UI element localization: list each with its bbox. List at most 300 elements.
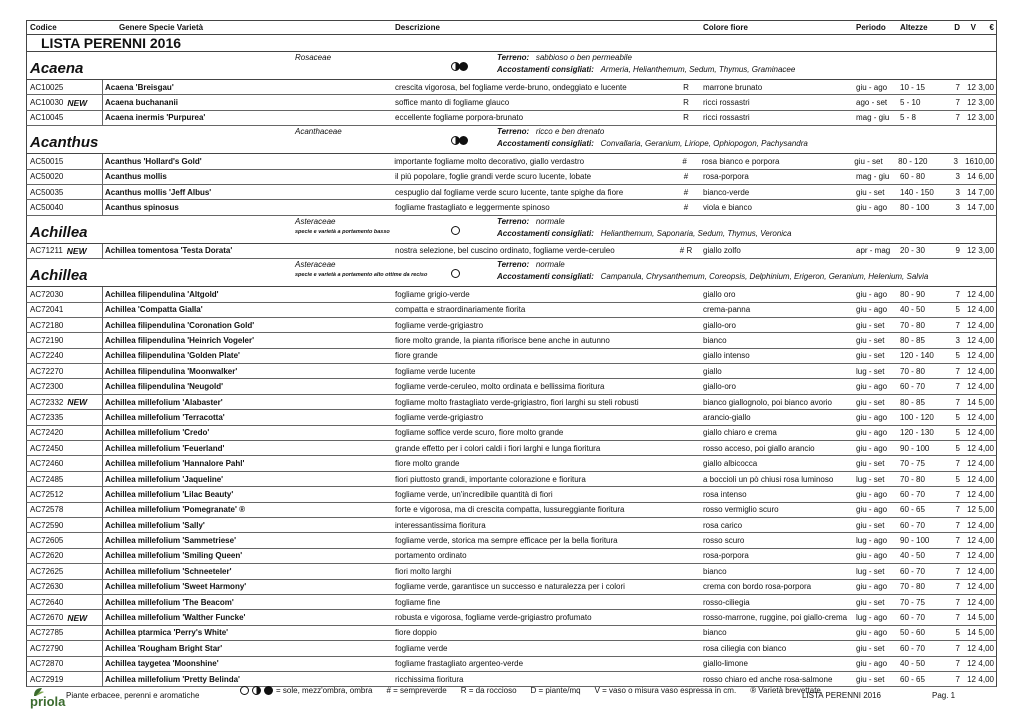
cell-height: 40 - 50: [900, 305, 925, 315]
soil-info: [497, 127, 604, 136]
cell-d: 7: [955, 320, 960, 330]
cell-v: 14: [967, 172, 976, 182]
cell-d: 7: [955, 113, 960, 123]
code-text: AC72512: [30, 489, 64, 499]
cell-desc: fiori piuttosto grandi, importante colorazione e fioritura: [395, 474, 586, 484]
cell-desc: fiori molto larghi: [395, 566, 452, 576]
cell-flag: R: [683, 98, 689, 108]
cell-desc: fogliame verde lucente: [395, 366, 476, 376]
cell-d: 5: [955, 628, 960, 638]
cell-period: mag - giu: [856, 172, 890, 182]
cell-name: Acanthus mollis 'Jeff Albus': [105, 187, 212, 197]
table-row: [26, 111, 997, 126]
cell-d: 3: [955, 335, 960, 345]
table-row: [26, 80, 997, 95]
cell-flower: rosso acceso, poi giallo arancio: [703, 443, 815, 453]
cell-flower: rosa carico: [703, 520, 743, 530]
table-row: [26, 170, 997, 185]
cell-height: 120 - 140: [900, 351, 934, 361]
soil-label: Terreno:: [497, 53, 530, 62]
cell-name: Acaena buchananii: [105, 98, 178, 108]
cell-flower: bianco: [703, 335, 727, 345]
cell-period: giu - set: [856, 351, 885, 361]
shade-icon: [459, 62, 468, 71]
header-code: Codice: [30, 23, 57, 32]
cell-period: ago - set: [856, 98, 888, 108]
pairings-value: Helianthemum, Saponaria, Sedum, Thymus, Veronica: [600, 228, 792, 238]
cell-price: 4,00: [978, 289, 994, 299]
table-row: [26, 410, 997, 425]
cell-code: [27, 456, 103, 470]
table-row: [26, 349, 997, 364]
cell-desc: fogliame verde-ceruleo, molto ordinata e bellissima fioritura: [395, 382, 605, 392]
cell-code: [27, 80, 103, 94]
cell-height: 140 - 150: [900, 187, 934, 197]
cell-name: Achillea millefolium 'Sammetriese': [105, 536, 236, 546]
header-name: Genere Specie Varietà: [119, 23, 204, 32]
cell-period: mag - giu: [856, 113, 890, 123]
table-row: [26, 657, 997, 672]
cell-v: 12: [967, 443, 976, 453]
table-row: [26, 303, 997, 318]
cell-flower: giallo zolfo: [703, 246, 741, 256]
exposure-symbols: [451, 265, 460, 283]
soil-label: Terreno:: [497, 127, 530, 137]
new-badge: NEW: [67, 97, 88, 108]
cell-code: [27, 200, 103, 214]
cell-price: 4,00: [978, 674, 994, 684]
cell-flower: rosso chiaro ed anche rosa-salmone: [703, 674, 833, 684]
cell-price: 4,00: [978, 335, 994, 345]
cell-price: 4,00: [978, 551, 994, 561]
cell-height: 70 - 80: [900, 320, 925, 330]
cell-flower: giallo chiaro e crema: [703, 428, 777, 438]
genus-header: [26, 216, 997, 244]
footer-list-name: LISTA PERENNI 2016: [802, 691, 881, 700]
cell-flag: # R: [679, 246, 693, 256]
code-text: AC50040: [30, 203, 64, 213]
cell-flower: rosa intenso: [703, 489, 747, 499]
cell-flower: crema-panna: [703, 305, 751, 315]
cell-v: 12: [967, 597, 976, 607]
genus-header: [26, 259, 997, 287]
cell-price: 5,00: [978, 505, 994, 515]
cell-height: 5 - 10: [900, 98, 921, 108]
cell-period: giu - ago: [856, 382, 888, 392]
cell-code: [27, 533, 103, 547]
cell-period: giu - ago: [856, 203, 888, 213]
code-text: AC72041: [30, 305, 64, 315]
shade-icon: [459, 136, 468, 145]
table-row: [26, 379, 997, 394]
cell-v: 12: [967, 351, 976, 361]
cell-desc: fogliame frastagliato argenteo-verde: [395, 659, 524, 669]
cell-period: lug - set: [856, 566, 885, 576]
cell-name: Achillea ptarmica 'Perry's White': [105, 628, 229, 638]
cell-price: 4,00: [978, 489, 994, 499]
cell-v: 12: [967, 113, 976, 123]
cell-height: 60 - 70: [900, 489, 925, 499]
soil-label: Terreno:: [497, 260, 530, 270]
cell-code: [27, 410, 103, 424]
table-row: [26, 533, 997, 548]
cell-price: 4,00: [978, 351, 994, 361]
cell-desc: fogliame verde, un'incredibile quantità di fiori: [395, 489, 553, 499]
cell-d: 7: [955, 643, 960, 653]
cell-name: Achillea millefolium 'Feuerland': [105, 443, 225, 453]
cell-v: 12: [967, 674, 976, 684]
cell-v: 12: [967, 246, 976, 256]
cell-name: Achillea millefolium 'Terracotta': [105, 412, 225, 422]
code-text: AC72332: [30, 397, 64, 407]
footer-legend: [240, 686, 821, 695]
cell-code: [27, 441, 103, 455]
cell-name: Achillea tomentosa 'Testa Dorata': [105, 246, 233, 256]
cell-height: 70 - 80: [900, 582, 925, 592]
cell-name: Acanthus 'Hollard's Gold': [104, 156, 202, 166]
half-shade-icon: [252, 686, 261, 695]
cell-desc: fogliame molto frastagliato verde-grigiastro, fiori larghi su steli robusti: [395, 397, 639, 407]
pairings-info: [497, 139, 808, 148]
cell-name: Achillea millefolium 'Credo': [105, 428, 210, 438]
cell-code: [27, 549, 103, 563]
code-text: AC50015: [30, 156, 64, 166]
cell-price: 6,00: [978, 172, 994, 182]
cell-name: Achillea millefolium 'Hannalore Pahl': [105, 459, 245, 469]
family-name: Asteraceae: [295, 260, 336, 270]
cell-flower: bianco: [703, 566, 727, 576]
cell-name: Achillea 'Rougham Bright Star': [105, 643, 223, 653]
code-text: AC71211: [30, 246, 63, 256]
cell-flower: rosso scuro: [703, 536, 745, 546]
footer: [0, 680, 1024, 710]
cell-height: 120 - 130: [900, 428, 934, 438]
cell-period: giu - ago: [856, 412, 888, 422]
cell-d: 7: [955, 366, 960, 376]
table-row: [26, 364, 997, 379]
cell-desc: portamento ordinato: [395, 551, 467, 561]
cell-height: 80 - 100: [900, 203, 930, 213]
cell-height: 10 - 15: [900, 82, 925, 92]
cell-desc: fogliame verde-grigiastro: [395, 412, 484, 422]
cell-desc: fiore molto grande: [395, 459, 460, 469]
cell-height: 50 - 60: [900, 628, 925, 638]
cell-code: [27, 333, 103, 347]
cell-price: 4,00: [978, 474, 994, 484]
header-desc: Descrizione: [395, 23, 440, 32]
header-eur: €: [989, 23, 994, 32]
pairings-label: Accostamenti consigliati:: [497, 65, 594, 74]
code-text: AC72270: [30, 366, 64, 376]
new-badge: NEW: [67, 397, 88, 408]
code-text: AC50020: [30, 172, 64, 182]
code-text: AC10030: [30, 98, 64, 108]
cell-v: 12: [967, 305, 976, 315]
soil-info: [497, 260, 565, 269]
cell-desc: compatta e straordinariamente fiorita: [395, 305, 526, 315]
cell-d: 7: [955, 382, 960, 392]
footer-subtitle: Piante erbacee, perenni e aromatiche: [66, 691, 200, 700]
cell-name: Acanthus spinosus: [105, 203, 179, 213]
cell-name: Acaena inermis 'Purpurea': [105, 113, 206, 123]
cell-v: 14: [967, 187, 976, 197]
cell-flag: #: [683, 187, 689, 197]
cell-code: [27, 580, 103, 594]
cell-flower: giallo-oro: [703, 320, 736, 330]
cell-flag: #: [683, 203, 689, 213]
cell-desc: fogliame verde-grigiastro: [395, 320, 484, 330]
cell-price: 3,00: [978, 113, 994, 123]
cell-period: giu - ago: [856, 489, 888, 499]
cell-height: 70 - 80: [900, 366, 925, 376]
cell-v: 14: [967, 397, 976, 407]
code-text: AC72590: [30, 520, 64, 530]
cell-price: 10,00: [973, 156, 994, 166]
cell-price: 3,00: [978, 246, 994, 256]
cell-name: Achillea taygetea 'Moonshine': [105, 659, 219, 669]
cell-code: [27, 472, 103, 486]
cell-code: [27, 395, 103, 409]
cell-period: giu - set: [856, 643, 885, 653]
cell-flower: rosso vermiglio scuro: [703, 505, 779, 515]
cell-d: 7: [955, 674, 960, 684]
cell-v: 14: [967, 628, 976, 638]
cell-period: giu - ago: [856, 305, 888, 315]
cell-price: 4,00: [978, 582, 994, 592]
code-text: AC72870: [30, 659, 64, 669]
cell-d: 7: [955, 597, 960, 607]
cell-desc: soffice manto di fogliame glauco: [395, 98, 510, 108]
cell-height: 80 - 120: [898, 156, 928, 166]
cell-d: 3: [955, 187, 960, 197]
table-row: [26, 641, 997, 656]
table-header: [26, 20, 997, 35]
cell-flower: rosa-porpora: [703, 551, 749, 561]
table-row: [26, 595, 997, 610]
cell-flag: R: [683, 113, 689, 123]
cell-v: 12: [967, 82, 976, 92]
cell-name: Achillea millefolium 'Sweet Harmony': [105, 582, 247, 592]
cell-price: 4,00: [978, 536, 994, 546]
cell-flag: #: [682, 156, 687, 166]
pairings-label: Accostamenti consigliati:: [497, 228, 594, 238]
cell-desc: fiore doppio: [395, 628, 437, 638]
shade-icon: [264, 686, 273, 695]
cell-flower: ricci rossastri: [703, 98, 750, 108]
cell-flower: ricci rossastri: [703, 113, 750, 123]
cell-flower: viola e bianco: [703, 203, 752, 213]
cell-price: 4,00: [978, 320, 994, 330]
cell-name: Achillea filipendulina 'Neugold': [105, 382, 224, 392]
cell-d: 7: [955, 520, 960, 530]
cell-price: 4,00: [978, 520, 994, 530]
cell-height: 60 - 70: [900, 566, 925, 576]
legend-item: = sole, mezz'ombra, ombra: [276, 686, 373, 695]
cell-desc: ricchissima fioritura: [395, 674, 464, 684]
cell-name: Achillea millefolium 'Lilac Beauty': [105, 489, 234, 499]
cell-code: [27, 303, 103, 317]
table-row: [26, 626, 997, 641]
cell-desc: fogliame verde: [395, 643, 448, 653]
list-title: LISTA PERENNI 2016: [26, 35, 997, 52]
cell-price: 4,00: [978, 643, 994, 653]
table-row: [26, 333, 997, 348]
table-row: [26, 318, 997, 333]
cell-v: 12: [967, 289, 976, 299]
code-text: AC72625: [30, 566, 64, 576]
cell-desc: il più popolare, foglie grandi verde scuro lucente, lobate: [395, 172, 592, 182]
cell-name: Achillea filipendulina 'Coronation Gold': [105, 320, 255, 330]
cell-code: [27, 657, 103, 671]
table-row: [26, 456, 997, 471]
pairings-info: [497, 65, 795, 74]
cell-d: 7: [955, 489, 960, 499]
table-row: [26, 518, 997, 533]
code-text: AC72030: [30, 289, 64, 299]
cell-flower: bianco: [703, 628, 727, 638]
legend-item: ® Varietà brevettate: [750, 686, 821, 695]
cell-period: giu - set: [854, 156, 883, 166]
cell-code: [27, 487, 103, 501]
table-row: [26, 503, 997, 518]
cell-period: giu - set: [856, 520, 885, 530]
cell-code: [27, 364, 103, 378]
exposure-symbols: [451, 58, 468, 76]
cell-period: giu - ago: [856, 505, 888, 515]
cell-period: giu - ago: [856, 428, 888, 438]
cell-code: [27, 610, 103, 624]
soil-value: normale: [535, 216, 565, 226]
table-row: [26, 185, 997, 200]
cell-code: [27, 185, 103, 199]
header-flower: Colore fiore: [703, 23, 748, 32]
cell-v: 12: [967, 505, 976, 515]
cell-d: 7: [955, 82, 960, 92]
cell-period: giu - set: [856, 397, 885, 407]
cell-flower: crema con bordo rosa-porpora: [703, 582, 812, 592]
cell-height: 90 - 100: [900, 536, 930, 546]
code-text: AC72190: [30, 335, 64, 345]
cell-d: 7: [955, 551, 960, 561]
cell-v: 12: [967, 582, 976, 592]
cell-code: [27, 170, 103, 184]
pairings-label: Accostamenti consigliati:: [497, 139, 594, 149]
cell-d: 5: [955, 474, 960, 484]
legend-item: # = sempreverde: [386, 686, 447, 695]
table-row: [26, 95, 997, 110]
cell-height: 60 - 70: [900, 520, 925, 530]
header-v: V: [970, 23, 976, 32]
cell-flower: giallo-limone: [703, 659, 748, 669]
cell-height: 20 - 30: [900, 246, 925, 256]
cell-flower: arancio-giallo: [703, 412, 751, 422]
cell-code: [27, 349, 103, 363]
cell-period: giu - set: [856, 335, 885, 345]
table-row: [26, 154, 997, 169]
cell-period: giu - ago: [856, 551, 888, 561]
cell-period: lug - ago: [856, 536, 888, 546]
cell-desc: fiore molto grande, la pianta rifiorisce bene anche in autunno: [395, 335, 610, 345]
cell-d: 5: [955, 305, 960, 315]
cell-height: 80 - 85: [900, 335, 925, 345]
cell-d: 7: [955, 659, 960, 669]
cell-v: 12: [967, 335, 976, 345]
pairings-value: Campanula, Chrysanthemum, Coreopsis, Delphinium, Erigeron, Geranium, Helenium, Salvia: [600, 272, 929, 282]
cell-period: giu - set: [856, 320, 885, 330]
cell-period: giu - ago: [856, 443, 888, 453]
code-text: AC72630: [30, 582, 64, 592]
sun-icon: [451, 269, 460, 278]
cell-desc: robusta e vigorosa, fogliame verde-grigiastro profumato: [395, 613, 592, 623]
cell-name: Achillea millefolium 'Smiling Queen': [105, 551, 243, 561]
cell-d: 7: [955, 289, 960, 299]
cell-desc: fogliame verde, garantisce un successo e naturalezza per i colori: [395, 582, 625, 592]
cell-height: 60 - 70: [900, 643, 925, 653]
cell-flower: bianco giallognolo, poi bianco avorio: [703, 397, 832, 407]
cell-d: 3: [955, 203, 960, 213]
code-text: AC72485: [30, 474, 64, 484]
cell-desc: fiore grande: [395, 351, 438, 361]
pairings-value: Armeria, Helianthemum, Sedum, Thymus, Graminacee: [600, 65, 796, 74]
cell-v: 12: [967, 536, 976, 546]
cell-d: 7: [955, 397, 960, 407]
cell-code: [27, 318, 103, 332]
cell-flower: rosa ciliegia con bianco: [703, 643, 787, 653]
cell-d: 7: [955, 582, 960, 592]
cell-period: giu - set: [856, 187, 885, 197]
code-text: AC72300: [30, 382, 64, 392]
table-row: [26, 610, 997, 625]
genus-name: Acaena: [30, 60, 84, 77]
cell-name: Achillea millefolium 'Walther Funcke': [105, 613, 246, 623]
cell-d: 5: [955, 351, 960, 361]
cell-v: 12: [967, 459, 976, 469]
cell-name: Achillea millefolium 'Jaqueline': [105, 474, 224, 484]
exposure-symbols: [451, 132, 468, 150]
cell-price: 4,00: [978, 382, 994, 392]
cell-flower: rosso-ciliegia: [703, 597, 750, 607]
pairings-info: [497, 229, 792, 238]
cell-desc: fogliame fine: [395, 597, 441, 607]
header-d: D: [954, 23, 960, 32]
table-row: [26, 395, 997, 410]
sun-icon: [240, 686, 249, 695]
code-text: AC72919: [30, 674, 64, 684]
cell-period: lug - set: [856, 474, 885, 484]
cell-period: giu - set: [856, 674, 885, 684]
legend-item: V = vaso o misura vaso espressa in cm.: [594, 686, 737, 695]
cell-d: 5: [955, 412, 960, 422]
cell-price: 4,00: [978, 366, 994, 376]
cell-v: 12: [967, 382, 976, 392]
cell-flower: a boccioli un pò chiusi rosa luminoso: [703, 474, 834, 484]
cell-desc: grande effetto per i colori caldi i fiori larghi e lunga fioritura: [395, 443, 601, 453]
cell-v: 12: [967, 643, 976, 653]
cell-height: 40 - 50: [900, 551, 925, 561]
cell-height: 70 - 75: [900, 597, 925, 607]
code-text: AC72420: [30, 428, 64, 438]
cell-d: 5: [955, 443, 960, 453]
sun-icon: [451, 226, 460, 235]
code-text: AC72180: [30, 320, 64, 330]
cell-code: [27, 111, 103, 125]
cell-v: 12: [967, 520, 976, 530]
table-row: [26, 564, 997, 579]
cell-desc: importante fogliame molto decorativo, giallo verdastro: [394, 156, 585, 166]
logo-text: priola: [30, 694, 66, 709]
cell-desc: fogliame soffice verde scuro, fiore molto grande: [395, 428, 564, 438]
cell-height: 60 - 65: [900, 505, 925, 515]
